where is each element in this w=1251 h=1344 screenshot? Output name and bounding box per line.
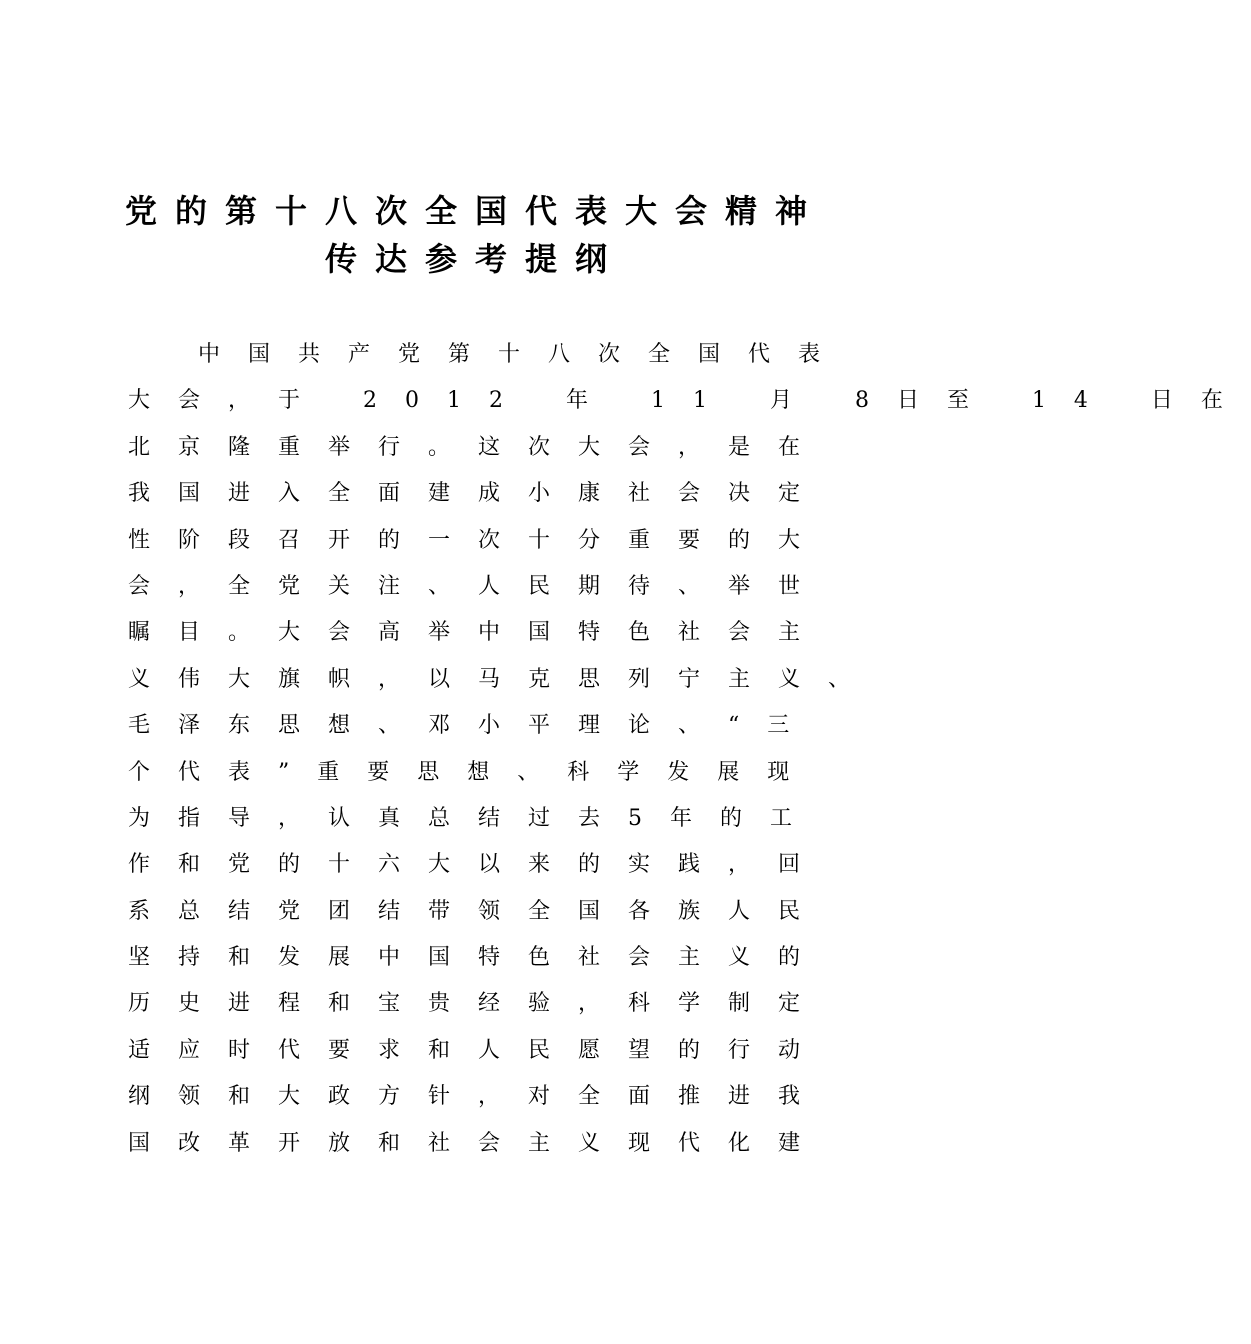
body-line: 历史进程和宝贵经验，科学制定 bbox=[128, 991, 829, 1017]
document-title-line-2: 传达参考提纲 bbox=[324, 240, 625, 278]
body-line: 中国共产党第十八次全国代表 bbox=[128, 342, 848, 367]
body-line: 坚持和发展中国特色社会主义的 bbox=[128, 945, 829, 971]
body-line: 性阶段召开的一次十分重要的大 bbox=[128, 527, 829, 553]
body-line: 会，全党关注、人民期待、举世 bbox=[128, 573, 829, 599]
body-line: 系总结党团结带领全国各族人民 bbox=[128, 898, 829, 924]
body-text bbox=[128, 332, 1251, 1167]
body-line: 纲领和大政方针，对全面推进我 bbox=[128, 1084, 829, 1110]
body-line: 瞩目。大会高举中国特色社会主 bbox=[128, 620, 829, 646]
body-line: 适应时代要求和人民愿望的行动 bbox=[128, 1037, 829, 1063]
body-line: 我国进入全面建成小康社会决定 bbox=[128, 481, 829, 507]
body-line: 大会，于 2012 年 11 月 8日至 14 日在 bbox=[128, 388, 1251, 414]
body-line: 义伟大旗帜，以马克思列宁主义、 bbox=[128, 666, 879, 692]
body-line: 作和党的十六大以来的实践，回 bbox=[128, 852, 829, 878]
body-line: 北京隆重举行。这次大会，是在 bbox=[128, 434, 829, 460]
document-title-line-1: 党的第十八次全国代表大会精神 bbox=[124, 192, 825, 230]
body-line: 为指导，认真总结过去5年的工 bbox=[128, 805, 820, 831]
body-line: 国改革开放和社会主义现代化建 bbox=[128, 1130, 829, 1156]
body-line: 个代表”重要思想、科学发展现 bbox=[128, 759, 818, 785]
body-line: 毛泽东思想、邓小平理论、“三 bbox=[128, 713, 818, 739]
